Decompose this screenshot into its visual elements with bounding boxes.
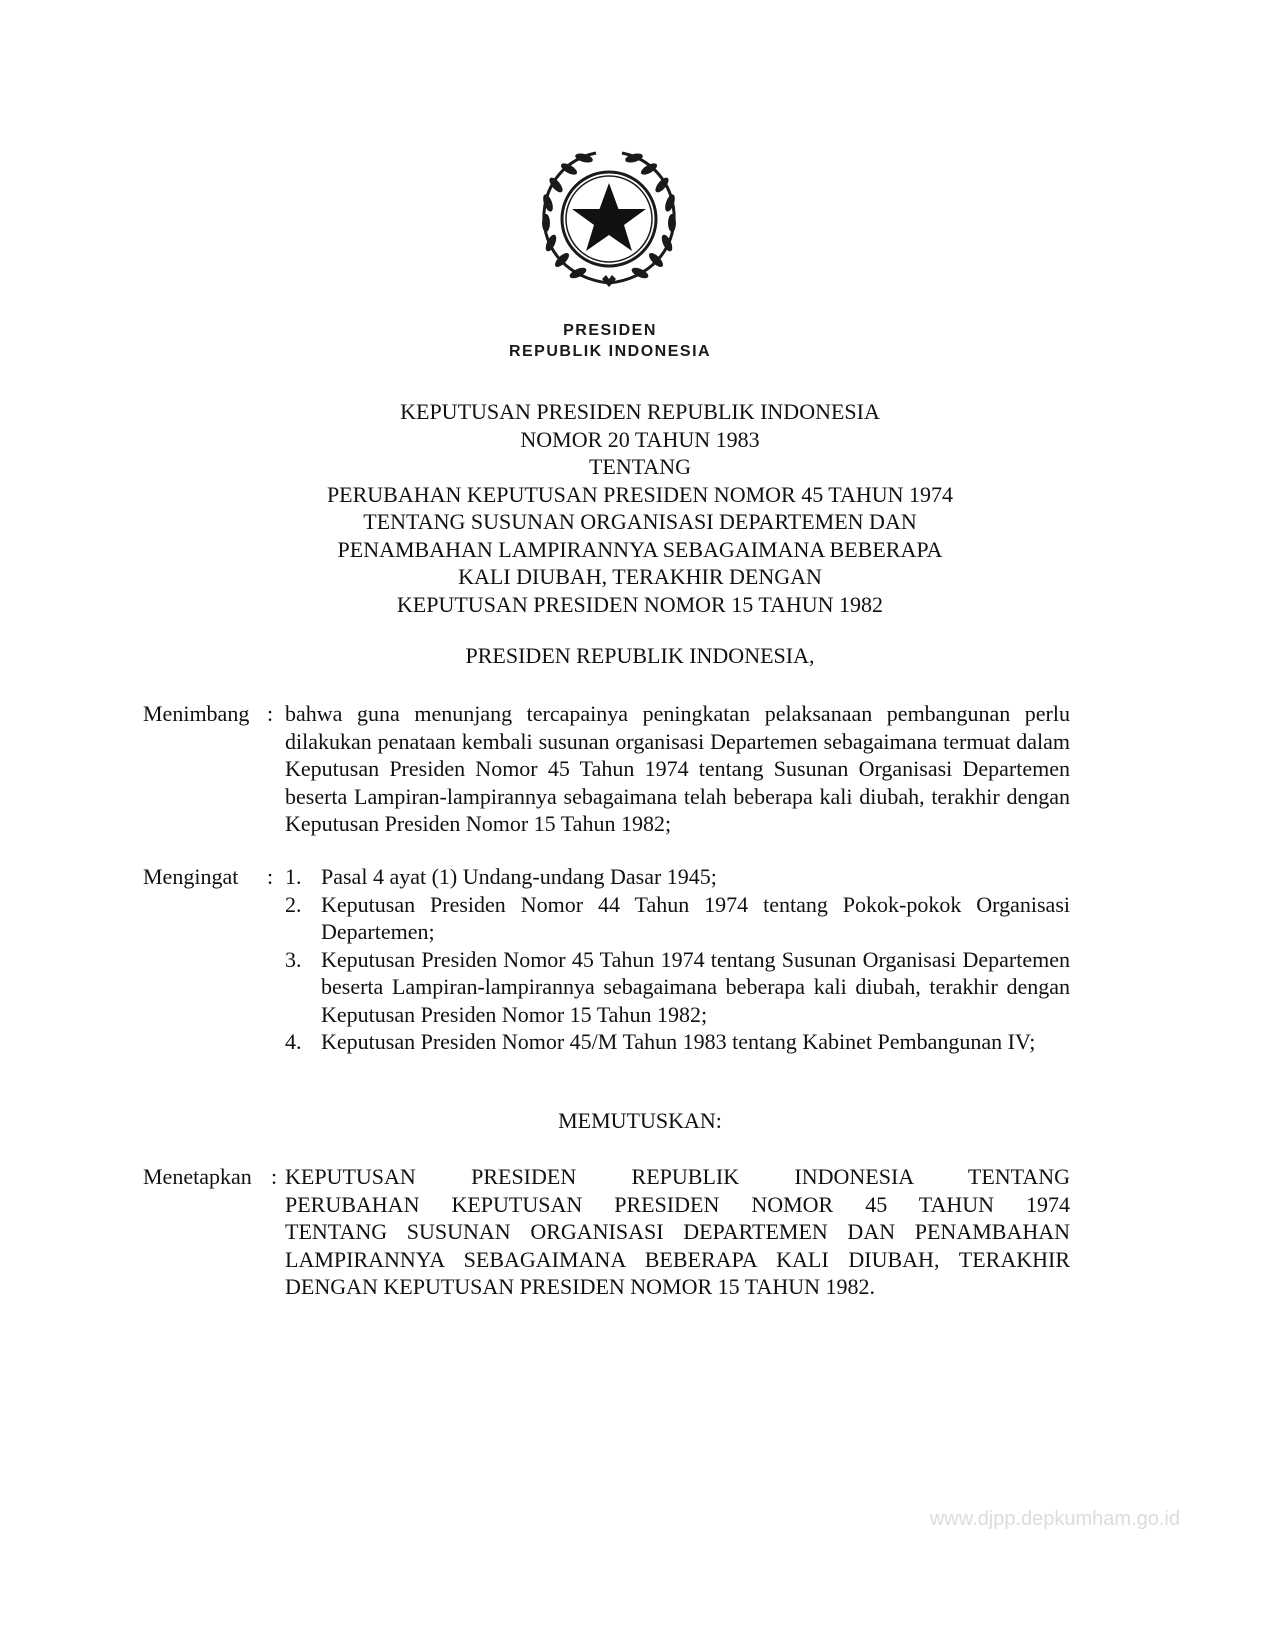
- mengingat-list: [285, 863, 1070, 1056]
- list-item: [285, 946, 1070, 1029]
- title-line: PERUBAHAN KEPUTUSAN PRESIDEN NOMOR 45 TAHUN 1974: [326, 481, 954, 507]
- list-item: [285, 1028, 1070, 1056]
- menimbang-label: Menimbang: [143, 701, 250, 726]
- menetapkan-colon: :: [271, 1164, 278, 1189]
- menetapkan-text: [285, 1163, 1070, 1301]
- title-line: TENTANG SUSUNAN ORGANISASI DEPARTEMEN DAN: [363, 509, 917, 534]
- menetapkan-line: TENTANG SUSUNAN ORGANISASI DEPARTEMEN DAN PENAMBAHAN: [285, 1219, 1070, 1244]
- title-line: NOMOR 20 TAHUN 1983: [520, 426, 760, 452]
- list-item-text: Pasal 4 ayat (1) Undang-undang Dasar 1945;: [321, 864, 717, 889]
- list-item-text: Keputusan Presiden Nomor 45/M Tahun 1983 tentang Kabinet Pembangunan IV;: [321, 1029, 1036, 1054]
- title-line: PENAMBAHAN LAMPIRANNYA SEBAGAIMANA BEBERAPA: [337, 536, 943, 562]
- president-heading: PRESIDEN REPUBLIK INDONESIA,: [465, 643, 815, 668]
- mengingat-section: [143, 863, 1070, 1093]
- list-item-number: 2.: [285, 891, 302, 917]
- mengingat-colon: :: [267, 864, 274, 889]
- title-line: KALI DIUBAH, TERAKHIR DENGAN: [458, 564, 822, 589]
- list-item: [285, 891, 1070, 946]
- emblem-caption-line1: PRESIDEN: [563, 322, 657, 339]
- menimbang-colon: :: [267, 701, 274, 726]
- list-item-number: 3.: [285, 946, 302, 972]
- footer-watermark-link[interactable]: www.djpp.depkumham.go.id: [929, 1508, 1180, 1530]
- title-line: KEPUTUSAN PRESIDEN NOMOR 15 TAHUN 1982: [396, 591, 884, 617]
- list-item-text: Keputusan Presiden Nomor 45 Tahun 1974 tentang Susunan Organisasi Departemen beserta Lampiran-lampirannya sebagaimana beberapa kali diubah, terakhir dengan Keputusan Presiden Nomor 15 Tahun 1982;: [321, 946, 1070, 1027]
- mengingat-label: Mengingat: [143, 864, 239, 889]
- menimbang-text: bahwa guna menunjang tercapainya peningkatan pelaksanaan pembangunan perlu dilakukan penataan kembali susunan organisasi Departemen sebagaimana termuat dalam Keputusan Presiden Nomor 45 Tahun 1974 tentang Susunan Organisasi Departemen beserta Lampiran-lampirannya sebagaimana telah beberapa kali diubah, terakhir dengan Keputusan Presiden Nomor 15 Tahun 1982;: [285, 701, 1070, 836]
- presidential-seal-icon: [534, 145, 684, 295]
- list-item-number: 4.: [285, 1029, 302, 1054]
- menetapkan-line: KEPUTUSAN PRESIDEN REPUBLIK INDONESIA TENTANG: [285, 1164, 1070, 1189]
- list-item: [285, 863, 1070, 891]
- menetapkan-line: LAMPIRANNYA SEBAGAIMANA BEBERAPA KALI DIUBAH, TERAKHIR: [285, 1246, 1070, 1272]
- menimbang-section: [143, 700, 1070, 840]
- memutuskan-heading: MEMUTUSKAN:: [558, 1108, 722, 1133]
- list-item-number: 1.: [285, 864, 302, 889]
- title-line: KEPUTUSAN PRESIDEN REPUBLIK INDONESIA: [400, 399, 880, 424]
- menetapkan-label: Menetapkan: [143, 1164, 252, 1189]
- menetapkan-line: PERUBAHAN KEPUTUSAN PRESIDEN NOMOR 45 TAHUN 1974: [285, 1191, 1070, 1217]
- emblem-caption-line2: REPUBLIK INDONESIA: [508, 343, 712, 360]
- menetapkan-line: DENGAN KEPUTUSAN PRESIDEN NOMOR 15 TAHUN 1982.: [285, 1274, 876, 1299]
- list-item-text: Keputusan Presiden Nomor 44 Tahun 1974 tentang Pokok-pokok Organisasi Departemen;: [321, 891, 1070, 944]
- menetapkan-section: [143, 1163, 1070, 1303]
- title-line: TENTANG: [588, 454, 692, 479]
- document-title: [160, 398, 1120, 618]
